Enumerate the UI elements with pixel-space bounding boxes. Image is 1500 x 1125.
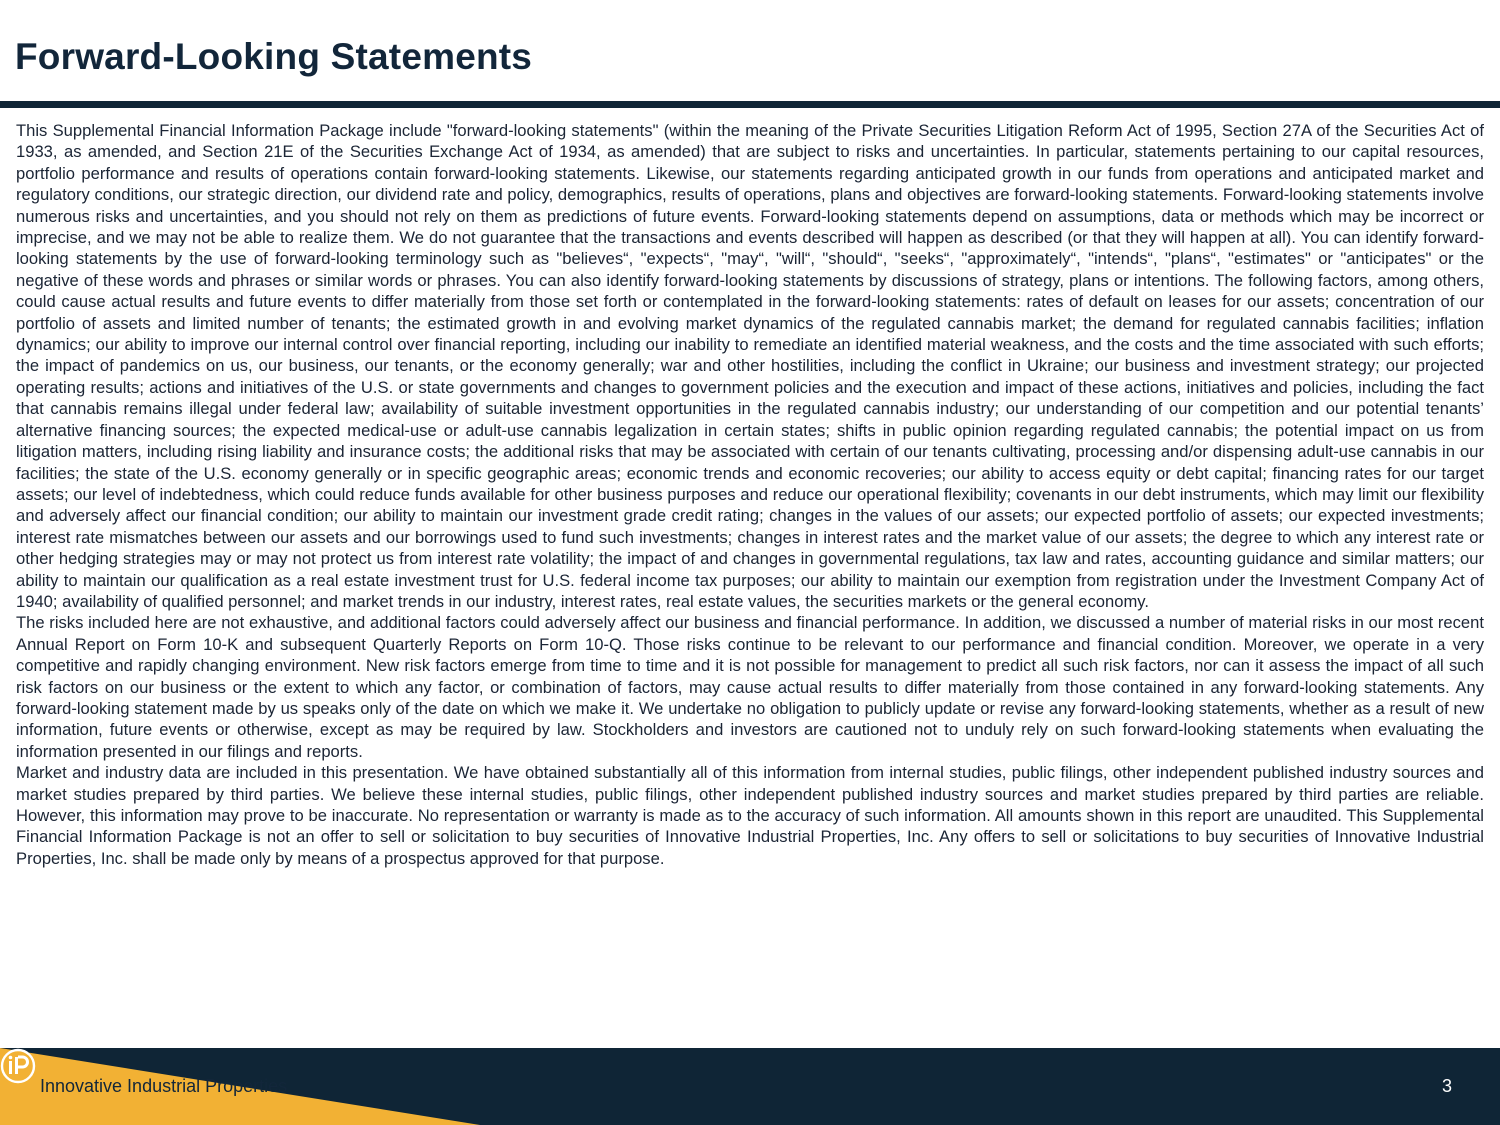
footer-bar (0, 1048, 1500, 1125)
disclaimer-body (16, 120, 1484, 869)
iip-logo-icon (0, 1048, 36, 1084)
page-title: Forward-Looking Statements (15, 36, 533, 77)
title-divider (0, 101, 1500, 108)
page-number: 3 (1442, 1076, 1453, 1096)
footer-company-name: Innovative Industrial Properties (40, 1076, 288, 1096)
paragraph-forward-looking: This Supplemental Financial Information Package include "forward-looking statements" (within the meaning of the Private Securities Litigation Reform Act of 1995, Section 27A of the Securities Act of 1933, as amended, and Section 21E of the Securities Exchange Act of 1934, as amended) that are subject to risks and uncertainties. In particular, statements pertaining to our capital resources, portfolio performance and results of operations contain forward-looking statements. Likewise, our statements regarding anticipated growth in our funds from operations and anticipated market and regulatory conditions, our strategic direction, our dividend rate and policy, demographics, results of operations, plans and objectives are forward-looking statements. Forward-looking statements involve numerous risks and uncertainties, and you should not rely on them as predictions of future events. Forward-looking statements depend on assumptions, data or methods which may be incorrect or imprecise, and we may not be able to realize them. We do not guarantee that the transactions and events described will happen as described (or that they will happen at all). You can identify forward-looking statements by the use of forward-looking terminology such as "believes“, "expects“, "may“, "will“, "should“, "seeks“, "approximately“, "intends“, "plans“, "estimates" or "anticipates" or the negative of these words and phrases or similar words or phrases. You can also identify forward-looking statements by discussions of strategy, plans or intentions. The following factors, among others, could cause actual results and future events to differ materially from those set forth or contemplated in the forward-looking statements: rates of default on leases for our assets; concentration of our portfolio of assets and limited number of tenants; the estimated growth in and evolving market dynamics of the regulated cannabis market; the demand for regulated cannabis facilities; inflation dynamics; our ability to improve our internal control over financial reporting, including our inability to remediate an identified material weakness, and the costs and the time associated with such efforts; the impact of pandemics on us, our business, our tenants, or the economy generally; war and other hostilities, including the conflict in Ukraine; our business and investment strategy; our projected operating results; actions and initiatives of the U.S. or state governments and changes to government policies and the execution and impact of these actions, initiatives and policies, including the fact that cannabis remains illegal under federal law; availability of suitable investment opportunities in the regulated cannabis industry; our understanding of our competition and our potential tenants’ alternative financing sources; the expected medical-use or adult-use cannabis legalization in certain states; shifts in public opinion regarding regulated cannabis; the potential impact on us from litigation matters, including rising liability and insurance costs; the additional risks that may be associated with certain of our tenants cultivating, processing and/or dispensing adult-use cannabis in our facilities; the state of the U.S. economy generally or in specific geographic areas; economic trends and economic recoveries; our ability to access equity or debt capital; financing rates for our target assets; our level of indebtedness, which could reduce funds available for other business purposes and reduce our operational flexibility; covenants in our debt instruments, which may limit our flexibility and adversely affect our financial condition; our ability to maintain our investment grade credit rating; changes in the values of our assets; our expected portfolio of assets; our expected investments; interest rate mismatches between our assets and our borrowings used to fund such investments; changes in interest rates and the market value of our assets; the degree to which any interest rate or other hedging strategies may or may not protect us from interest rate volatility; the impact of and changes in governmental regulations, tax law and rates, accounting guidance and similar matters; our ability to maintain our qualification as a real estate investment trust for U.S. federal income tax purposes; our ability to maintain our exemption from registration under the Investment Company Act of 1940; availability of qualified personnel; and market trends in our industry, interest rates, real estate values, the securities markets or the general economy. (16, 121, 1484, 611)
paragraph-risks: The risks included here are not exhaustive, and additional factors could adversely affect our business and financial performance. In addition, we discussed a number of material risks in our most recent Annual Report on Form 10-K and subsequent Quarterly Reports on Form 10-Q. Those risks continue to be relevant to our performance and financial condition. Moreover, we operate in a very competitive and rapidly changing environment. New risk factors emerge from time to time and it is not possible for management to predict all such risk factors, nor can it assess the impact of all such risk factors on our business or the extent to which any factor, or combination of factors, may cause actual results to differ materially from those contained in any forward-looking statements. Any forward-looking statement made by us speaks only of the date on which we make it. We undertake no obligation to publicly update or revise any forward-looking statements, whether as a result of new information, future events or otherwise, except as may be required by law. Stockholders and investors are cautioned not to unduly rely on such forward-looking statements when evaluating the information presented in our filings and reports. (16, 613, 1484, 761)
paragraph-market-data: Market and industry data are included in this presentation. We have obtained substantially all of this information from internal studies, public filings, other independent published industry sources and market studies prepared by third parties. We believe these internal studies, public filings, other independent published industry sources and market studies prepared by third parties are reliable. However, this information may prove to be inaccurate. No representation or warranty is made as to the accuracy of such information. All amounts shown in this report are unaudited. This Supplemental Financial Information Package is not an offer to sell or solicitation to buy securities of Innovative Industrial Properties, Inc. Any offers to sell or solicitations to buy securities of Innovative Industrial Properties, Inc. shall be made only by means of a prospectus approved for that purpose. (16, 763, 1484, 868)
